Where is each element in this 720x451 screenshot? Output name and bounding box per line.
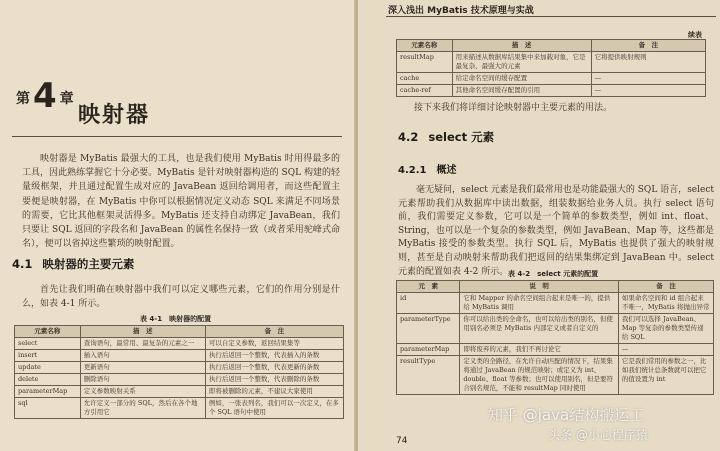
table-cell: — — [618, 344, 713, 356]
table-header: 描 述 — [452, 40, 591, 52]
watermark-zhihu: 知乎 @java结构搬运工 — [488, 406, 645, 424]
table-cell: sql — [15, 398, 81, 419]
running-head-rule — [386, 16, 716, 17]
section-heading — [398, 129, 494, 145]
section-number: 4.2 — [398, 130, 419, 144]
table-row — [15, 350, 344, 362]
table-cell: delete — [15, 374, 81, 386]
running-head: 深入浅出 MyBatis 技术原理与实战 — [388, 6, 534, 16]
intro-paragraph: 映射器是 MyBatis 最强大的工具，也是我们使用 MyBatis 时用得最多的工具，因此熟练掌握它十分必要。MyBatis 是针对映射器构造的 SQL 构建的轻量级框架，并且通过配置生成对应的 JavaBean 返回给调用者，而这些配置主要便是映射器，在 MyBatis 中你可以根据情况定义动态 SQL 来满足不同场景的需要，它比其他框架灵活得多。MyBatis 还支持自动绑定 JavaBean，我们只要让 SQL 返回的字段名和 JavaBean 的属性名保持一致（或者采用驼峰式命名），便可以省掉这些繁琐的映射配置。 — [22, 154, 340, 250]
table-row — [397, 85, 706, 97]
table-row — [15, 386, 344, 398]
table-cell: parameterMap — [15, 386, 81, 398]
table-header: 备 注 — [205, 326, 343, 338]
table-header-row — [397, 281, 714, 293]
continued-label: 续表 — [688, 31, 702, 39]
table-header-row — [397, 40, 706, 52]
after-table-paragraph: 接下来我们将详细讨论映射器中主要元素的用法。 — [414, 103, 613, 113]
table-row — [397, 356, 714, 395]
section-title: select 元素 — [428, 130, 495, 144]
table-cell: 查询语句，最常用、最复杂的元素之一 — [80, 338, 205, 350]
chapter-label — [16, 76, 74, 116]
table-cell: 即将被删除的元素，不建议大家使用 — [205, 386, 343, 398]
table-cell: 它和 Mapper 的命名空间组合起来是唯一的，提供给 MyBatis 调用 — [460, 293, 619, 314]
table-cell: 给定命名空间的缓存配置 — [452, 73, 591, 85]
table-cell: parameterMap — [397, 344, 460, 356]
table-cell: id — [397, 293, 460, 314]
overview-paragraph: 毫无疑问，select 元素是我们最常用也是功能最强大的 SQL 语言，select 元素帮助我们从数据库中读出数据，组装数据给业务人员。执行 select 语句前，我们需要定义参数，它可以是一个简单的参数类型，例如 int、float、String，也可以是一个复杂的参数类型，例如 JavaBean、Map 等，这些都是 MyBatis 接受的参数类型。执行 SQL 后，MyBatis 也提供了强大的映射规则，甚至是自动映射来帮助我们把返回的结果集绑定到 JavaBean 中。select 元素的配置如表 4-2 所示。 — [398, 185, 714, 277]
table-cell: 可以自定义参数，返回结果集等 — [205, 338, 343, 350]
table-cell: 执行后返回一个整数，代表删除的条数 — [205, 374, 343, 386]
table-cell: insert — [15, 350, 81, 362]
chapter-prefix: 第 — [16, 91, 30, 107]
table-cell: cache — [397, 73, 453, 85]
table-cell: 例如，一张表列名，我们可以一次定义，在多个 SQL 语句中使用 — [205, 398, 343, 419]
chapter-rule — [12, 136, 342, 137]
table-cell: 定义参数映射关系 — [80, 386, 205, 398]
left-page — [0, 0, 356, 451]
table-cell: 它将提供映射规则 — [591, 52, 705, 73]
table-row — [15, 362, 344, 374]
table-row — [397, 344, 714, 356]
table-cell: 更新语句 — [80, 362, 205, 374]
subsection-title: 概述 — [436, 165, 457, 176]
table-cell: — — [591, 85, 705, 97]
table-4-1-continued — [396, 39, 706, 97]
table-cell: 插入语句 — [80, 350, 205, 362]
table-4-1 — [14, 325, 344, 419]
table-cell: 允许定义一部分的 SQL，然后在各个地方引用它 — [80, 398, 205, 419]
table-row — [397, 73, 706, 85]
table-row — [15, 398, 344, 419]
table-cell: 其他命名空间缓存配置的引用 — [452, 85, 591, 97]
table-header: 元素名称 — [15, 326, 81, 338]
watermark-toutiao: 头条 @小心程序猿 — [548, 428, 648, 442]
table-header: 说 明 — [460, 281, 619, 293]
table-cell: cache-ref — [397, 85, 453, 97]
table-header: 元素名称 — [397, 40, 453, 52]
chapter-suffix: 章 — [59, 91, 74, 107]
table-row — [397, 314, 714, 344]
table-cell: 执行后返回一个整数，代表插入的条数 — [205, 350, 343, 362]
section-heading — [12, 256, 134, 272]
table-4-2 — [396, 280, 714, 395]
table-cell: select — [15, 338, 81, 350]
page-number: 74 — [396, 436, 408, 446]
table-cell: 定义类的全路径，在允许自动匹配的情况下，结果集将通过 JavaBean 的规范映射；或定义为 int、double、float 等参数；也可以使用别名，但是要符合别名规范，不能和 resultMap 同时使用 — [460, 356, 619, 395]
subsection-heading — [398, 161, 456, 176]
table-cell: 即将废弃的元素，我们不再讨论它 — [460, 344, 619, 356]
table-header: 元 素 — [397, 281, 460, 293]
table-cell: 用来描述从数据库结果集中来加载对象，它是最复杂、最强大的元素 — [452, 52, 591, 73]
chapter-title: 映射器 — [78, 103, 151, 128]
table-cell: 如果命名空间和 id 组合起来不唯一，MyBatis 将抛出异常 — [618, 293, 713, 314]
right-page — [358, 0, 720, 451]
section-paragraph: 首先让我们明确在映射器中我们可以定义哪些元素，它们的作用分别是什么，如表 4-1 所示。 — [22, 285, 340, 310]
table-cell: — — [591, 73, 705, 85]
section-title: 映射器的主要元素 — [42, 257, 135, 271]
table-row — [397, 52, 706, 73]
chapter-number: 4 — [33, 76, 57, 116]
table-row — [397, 293, 714, 314]
table-4-1-caption: 表 4-1 映射器的配置 — [140, 315, 212, 323]
table-header: 备 注 — [591, 40, 705, 52]
table-cell: resultMap — [397, 52, 453, 73]
table-header: 备 注 — [618, 281, 713, 293]
subsection-number: 4.2.1 — [398, 165, 427, 176]
table-header-row — [15, 326, 344, 338]
table-cell: 删除语句 — [80, 374, 205, 386]
table-row — [15, 374, 344, 386]
table-4-2-caption: 表 4-2 select 元素的配置 — [508, 270, 599, 278]
table-cell: 我们可以选择 JavaBean、Map 等复杂的参数类型传递给 SQL — [618, 314, 713, 344]
table-cell: 它是我们常用的参数之一，比如我们统计总条数就可以把它的值设置为 int — [618, 356, 713, 395]
section-number: 4.1 — [12, 257, 33, 271]
table-row — [15, 338, 344, 350]
table-cell: update — [15, 362, 81, 374]
table-cell: resultType — [397, 356, 460, 395]
table-cell: 你可以给出类的全命名，也可以给出类的别名，但使用别名必须是 MyBatis 内部定义或者自定义的 — [460, 314, 619, 344]
table-cell: parameterType — [397, 314, 460, 344]
table-header: 描 述 — [80, 326, 205, 338]
table-cell: 执行后返回一个整数，代表更新的条数 — [205, 362, 343, 374]
